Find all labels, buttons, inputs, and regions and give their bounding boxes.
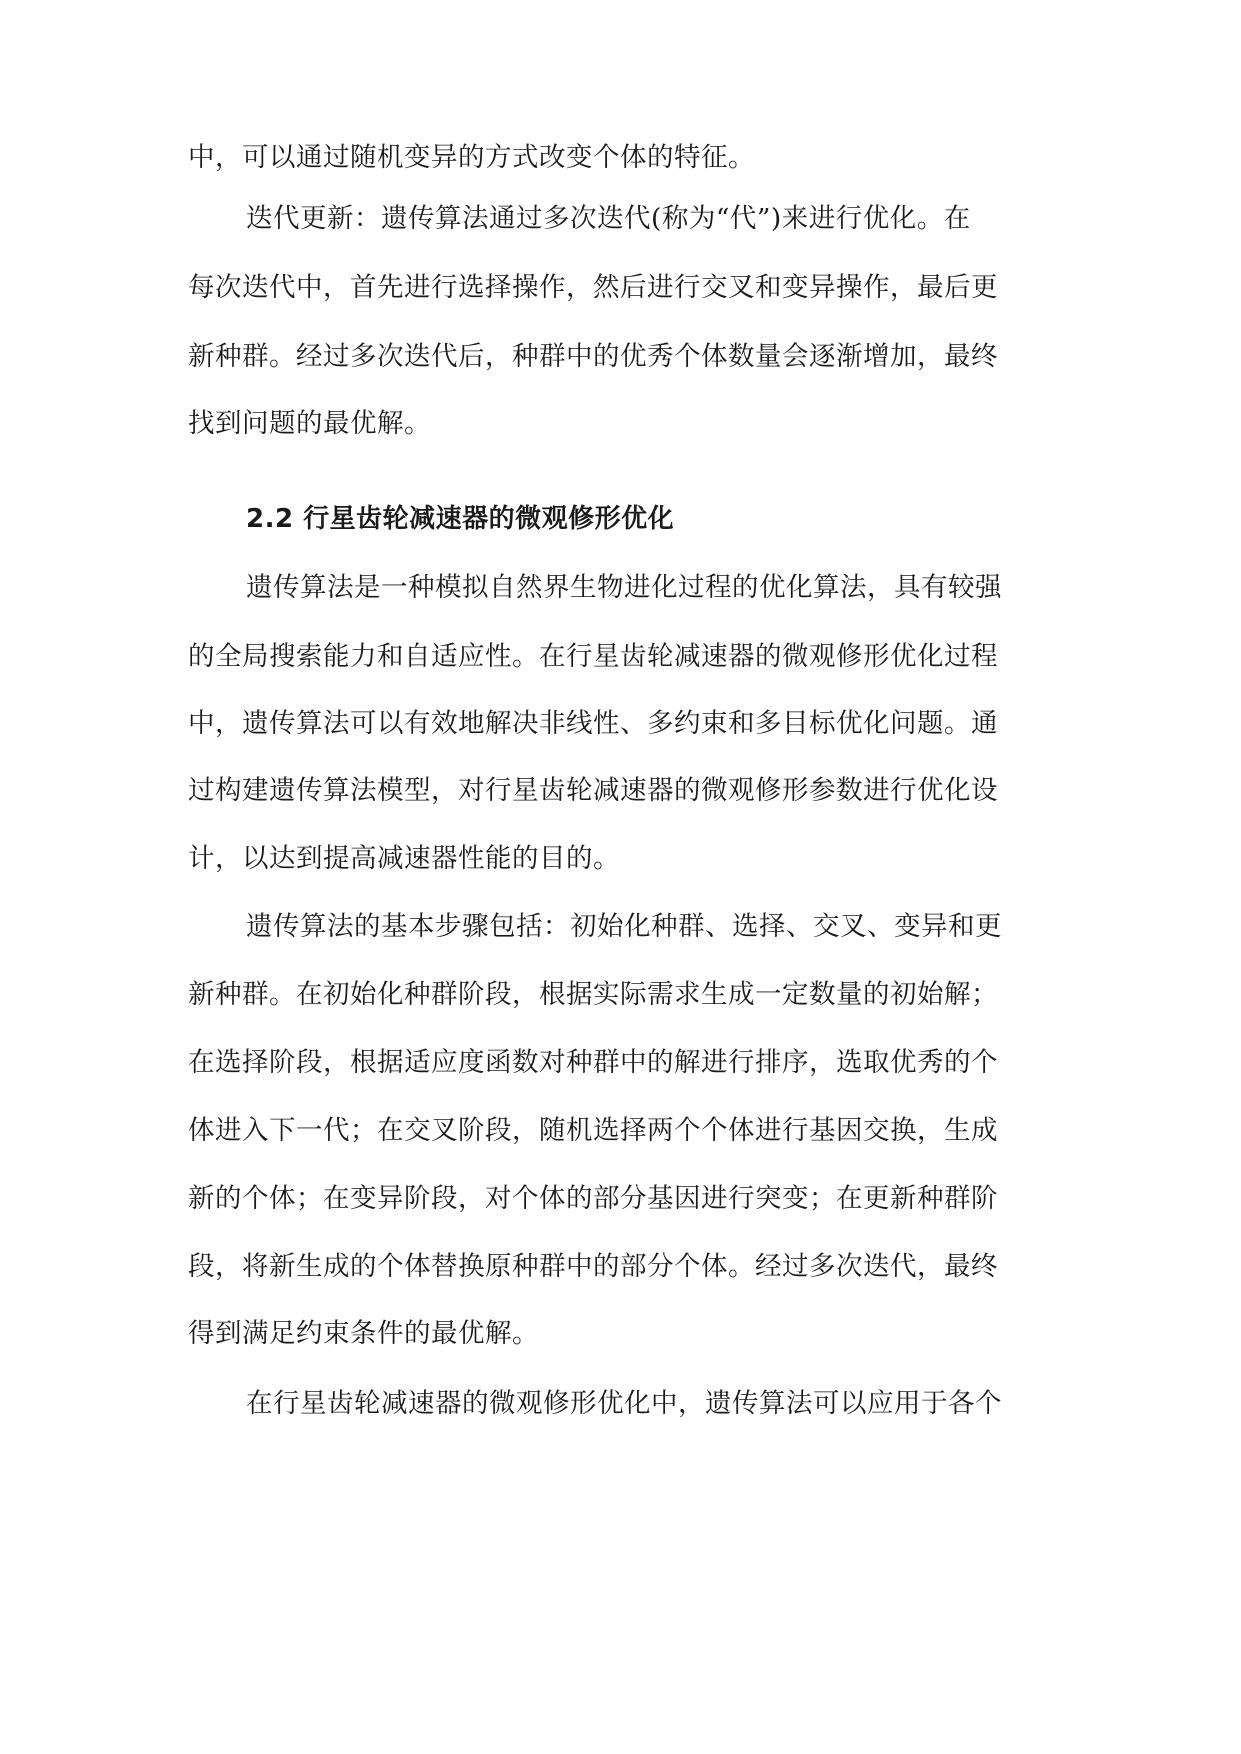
body-text-line: 中，可以通过随机变异的方式改变个体的特征。 <box>188 142 755 173</box>
body-text-line: 段，将新生成的个体替换原种群中的部分个体。经过多次迭代，最终 <box>188 1251 998 1282</box>
body-text-line: 计，以达到提高减速器性能的目的。 <box>188 843 620 874</box>
paragraph-ga-steps-start: 遗传算法的基本步骤包括：初始化种群、选择、交叉、变异和更 <box>246 911 1002 942</box>
body-text-line: 找到问题的最优解。 <box>188 408 431 439</box>
body-text-line: 每次迭代中，首先进行选择操作，然后进行交叉和变异操作，最后更 <box>188 272 998 303</box>
paragraph-ga-intro-start: 遗传算法是一种模拟自然界生物进化过程的优化算法，具有较强 <box>246 572 1002 603</box>
body-text-line: 体进入下一代；在交叉阶段，随机选择两个个体进行基因交换，生成 <box>188 1115 998 1146</box>
body-text-line: 过构建遗传算法模型，对行星齿轮减速器的微观修形参数进行优化设 <box>188 775 998 806</box>
section-heading: 2.2 行星齿轮减速器的微观修形优化 <box>246 504 675 534</box>
body-text-line: 新的个体；在变异阶段，对个体的部分基因进行突变；在更新种群阶 <box>188 1183 998 1214</box>
body-text-line: 中，遗传算法可以有效地解决非线性、多约束和多目标优化问题。通 <box>188 708 998 739</box>
paragraph-ga-application-start: 在行星齿轮减速器的微观修形优化中，遗传算法可以应用于各个 <box>246 1388 1002 1419</box>
body-text-line: 新种群。在初始化种群阶段，根据实际需求生成一定数量的初始解； <box>188 979 998 1010</box>
body-text-line: 在选择阶段，根据适应度函数对种群中的解进行排序，选取优秀的个 <box>188 1047 998 1078</box>
paragraph-iterative-update-start: 迭代更新：遗传算法通过多次迭代(称为“代”)来进行优化。在 <box>246 203 971 234</box>
body-text-line: 的全局搜索能力和自适应性。在行星齿轮减速器的微观修形优化过程 <box>188 641 998 672</box>
body-text-line: 新种群。经过多次迭代后，种群中的优秀个体数量会逐渐增加，最终 <box>188 341 998 372</box>
body-text-line: 得到满足约束条件的最优解。 <box>188 1318 539 1349</box>
